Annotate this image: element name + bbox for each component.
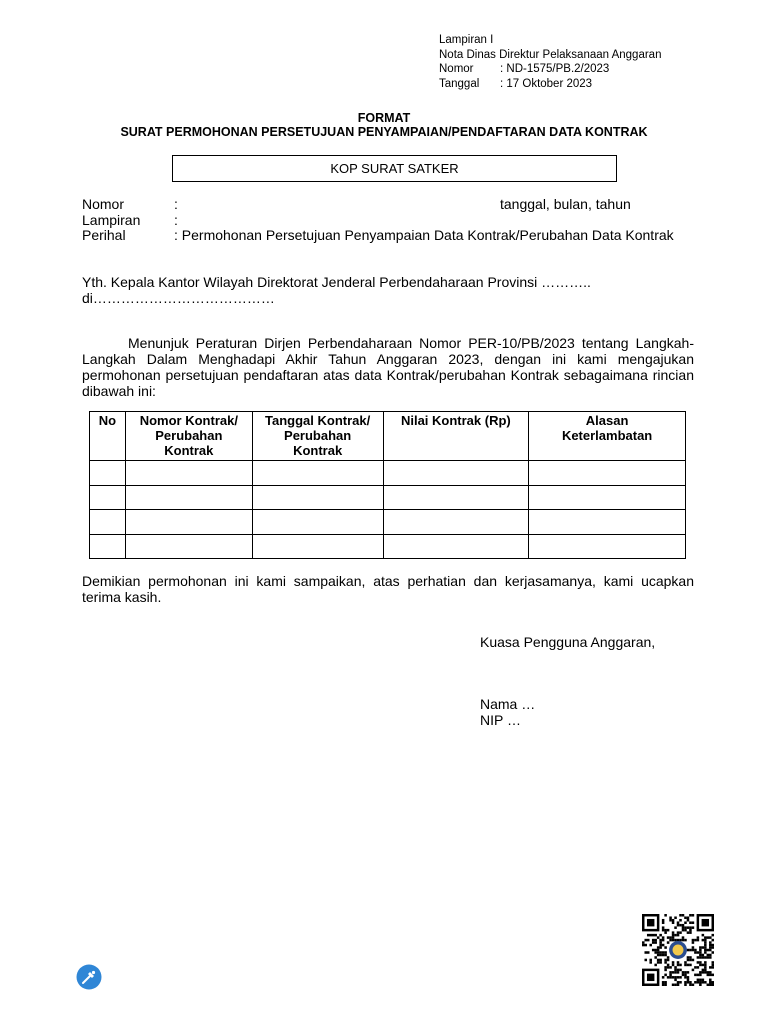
signature-role: Kuasa Pengguna Anggaran, xyxy=(480,634,656,650)
table-cell xyxy=(383,485,529,510)
table-cell xyxy=(529,534,686,559)
attachment-tanggal xyxy=(439,77,661,92)
table-cell xyxy=(529,461,686,486)
attachment-tanggal-value: : 17 Oktober 2023 xyxy=(500,77,593,90)
attachment-nomor-value: : ND-1575/PB.2/2023 xyxy=(500,63,610,75)
closing-paragraph: Demikian permohonan ini kami sampaikan, atas perhatian dan kerjasamanya, kami ucapkan terima kasih. xyxy=(82,573,694,605)
table-cell xyxy=(529,510,686,535)
body-paragraph: Menunjuk Peraturan Dirjen Perbendaharaan Nomor PER-10/PB/2023 tentang Langkah-Langkah Dalam Menghadapi Akhir Tahun Anggaran 2023, dengan ini kami mengajukan permohonan persetujuan pendaftaran atas data Kontrak/perubahan Kontrak sebagaimana rincian dibawah ini: xyxy=(82,335,694,399)
meta-lampiran xyxy=(82,212,178,228)
table-row xyxy=(90,461,686,486)
th-tanggal-line-2: Perubahan xyxy=(284,428,352,443)
attachment-nomor xyxy=(439,62,661,77)
table-body xyxy=(90,461,686,559)
meta-date-placeholder: tanggal, bulan, tahun xyxy=(500,196,631,212)
meta-perihal-label: Perihal xyxy=(82,227,126,243)
attachment-line-2: Nota Dinas Direktur Pelaksanaan Anggaran xyxy=(439,48,662,61)
document-subtitle: SURAT PERMOHONAN PERSETUJUAN PENYAMPAIAN/PENDAFTARAN DATA KONTRAK xyxy=(120,125,648,139)
table-cell xyxy=(125,461,252,486)
table-cell xyxy=(125,534,252,559)
attachment-line-1: Lampiran I xyxy=(439,34,494,46)
table-row xyxy=(90,485,686,510)
th-tanggal-line-3: Kontrak xyxy=(293,443,343,458)
table-cell xyxy=(90,534,126,559)
signature-nip: NIP … xyxy=(480,712,521,728)
table-row xyxy=(90,534,686,559)
addressee-line-1: Yth. Kepala Kantor Wilayah Direktorat Jenderal Perbendaharaan Provinsi ……….. xyxy=(82,274,591,290)
pen-logo-icon xyxy=(76,964,102,990)
table-cell xyxy=(125,510,252,535)
th-tanggal-kontrak xyxy=(252,412,383,461)
th-no-label: No xyxy=(98,413,117,428)
addressee-line-2: di………………………………… xyxy=(82,290,275,306)
attachment-nomor-label: Nomor xyxy=(439,63,474,75)
th-nilai-kontrak xyxy=(383,412,529,461)
th-nomor-line-1: Nomor Kontrak/ xyxy=(139,413,238,428)
th-no xyxy=(90,412,126,461)
th-alasan-line-2: Keterlambatan xyxy=(561,428,653,443)
contract-table xyxy=(89,411,686,559)
meta-nomor-label: Nomor xyxy=(82,196,125,212)
table-cell xyxy=(90,510,126,535)
meta-lampiran-label: Lampiran xyxy=(82,212,141,228)
table-header-row xyxy=(90,412,686,461)
attachment-header xyxy=(439,33,661,91)
th-nomor-kontrak xyxy=(125,412,252,461)
table-cell xyxy=(125,485,252,510)
table-cell xyxy=(90,485,126,510)
th-nomor-line-3: Kontrak xyxy=(164,443,214,458)
th-nilai-label: Nilai Kontrak (Rp) xyxy=(400,413,511,428)
table-cell xyxy=(383,534,529,559)
meta-nomor xyxy=(82,196,178,212)
table-row xyxy=(90,510,686,535)
attachment-tanggal-label: Tanggal xyxy=(439,77,480,90)
th-alasan xyxy=(529,412,686,461)
table-cell xyxy=(383,510,529,535)
table-cell xyxy=(383,461,529,486)
table-cell xyxy=(90,461,126,486)
th-nomor-line-2: Perubahan xyxy=(155,428,223,443)
table-cell xyxy=(252,461,383,486)
meta-perihal-value: : Permohonan Persetujuan Penyampaian Data Kontrak/Perubahan Data Kontrak xyxy=(174,227,674,243)
meta-perihal xyxy=(82,227,674,243)
th-alasan-line-1: Alasan xyxy=(585,413,629,428)
document-title: FORMAT xyxy=(357,111,411,125)
table-cell xyxy=(252,485,383,510)
meta-lampiran-value: : xyxy=(174,212,178,228)
meta-nomor-value: : xyxy=(174,196,178,212)
signature-name: Nama … xyxy=(480,696,536,712)
qr-code-icon xyxy=(642,914,714,986)
table-cell xyxy=(529,485,686,510)
table-cell xyxy=(252,534,383,559)
kop-surat-box: KOP SURAT SATKER xyxy=(172,155,617,182)
th-tanggal-line-1: Tanggal Kontrak/ xyxy=(265,413,371,428)
table-cell xyxy=(252,510,383,535)
